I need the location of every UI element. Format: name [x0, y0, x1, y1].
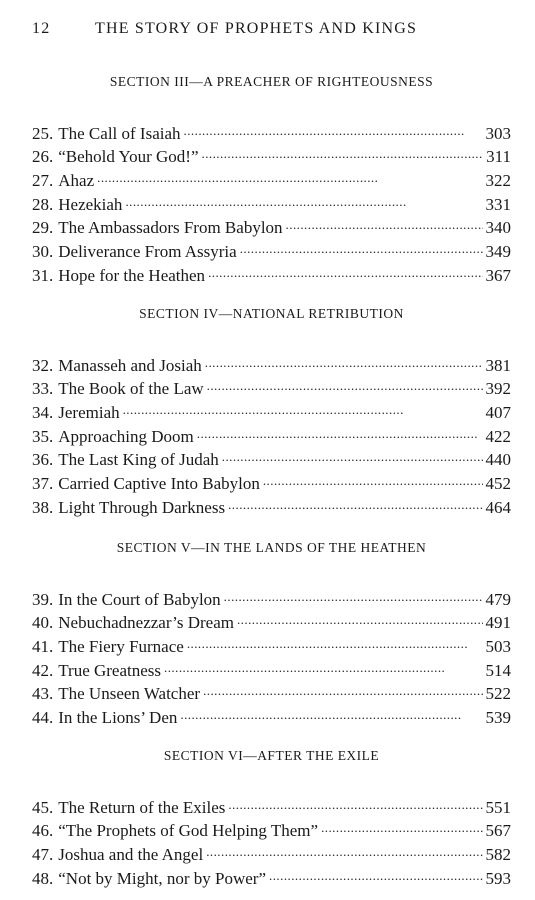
chapter-title: Manasseh and Josiah — [58, 355, 202, 375]
chapter-page: 311 — [486, 147, 511, 167]
chapter-title: The Ambassadors From Babylon — [58, 218, 283, 238]
chapter-number: 39. — [32, 589, 54, 609]
chapter-number: 38. — [32, 497, 54, 517]
chapter-number: 42. — [32, 660, 54, 680]
chapter-number: 36. — [32, 450, 54, 470]
dot-leader — [224, 581, 483, 605]
dot-leader — [187, 628, 483, 652]
dot-leader — [240, 233, 483, 257]
dot-leader — [203, 676, 482, 700]
chapter-title: True Greatness — [58, 660, 162, 680]
chapter-number: 26. — [32, 147, 54, 167]
dot-leader — [208, 257, 482, 281]
section-5 — [32, 538, 511, 728]
chapter-title: The Fiery Furnace — [58, 637, 184, 657]
chapter-page: 407 — [485, 403, 511, 423]
chapter-number: 40. — [32, 613, 54, 633]
chapter-page: 464 — [485, 497, 511, 517]
section-heading: SECTION IV—NATIONAL RETRIBUTION — [139, 306, 404, 321]
dot-leader — [205, 347, 483, 371]
dot-leader — [237, 605, 483, 629]
chapter-number: 30. — [32, 242, 54, 262]
toc-entry — [32, 581, 511, 609]
dot-leader — [207, 371, 483, 395]
chapter-title: The Call of Isaiah — [58, 123, 181, 143]
chapter-page: 522 — [485, 684, 511, 704]
section-heading: SECTION VI—AFTER THE EXILE — [163, 748, 380, 763]
chapter-title: In the Lions’ Den — [58, 708, 178, 728]
chapter-page: 479 — [485, 589, 511, 609]
dot-leader — [97, 162, 482, 186]
chapter-title: Jeremiah — [58, 403, 120, 423]
chapter-title: The Unseen Watcher — [58, 684, 201, 704]
running-title: THE STORY OF PROPHETS AND KINGS — [95, 20, 418, 37]
dot-leader — [222, 442, 483, 466]
chapter-page: 514 — [485, 660, 511, 680]
chapter-title: Approaching Doom — [58, 426, 194, 446]
dot-leader — [202, 139, 484, 163]
dot-leader — [180, 699, 482, 723]
dot-leader — [263, 465, 483, 489]
toc-list — [32, 115, 511, 285]
chapter-number: 45. — [32, 797, 54, 817]
chapter-number: 33. — [32, 379, 54, 399]
chapter-number: 32. — [32, 355, 54, 375]
chapter-title: The Return of the Exiles — [58, 797, 226, 817]
toc-entry — [32, 162, 511, 191]
chapter-title: Deliverance From Assyria — [58, 242, 237, 262]
toc-entry — [32, 186, 511, 214]
chapter-page: 452 — [485, 474, 511, 494]
chapter-number: 31. — [32, 265, 54, 285]
dot-leader — [286, 210, 483, 234]
chapter-page: 539 — [485, 708, 511, 728]
dot-leader — [164, 652, 482, 676]
chapter-page: 367 — [485, 265, 511, 285]
toc-entry — [32, 789, 511, 817]
dot-leader — [321, 813, 482, 837]
dot-leader — [206, 836, 482, 860]
dot-leader — [197, 418, 483, 442]
toc-list — [32, 581, 511, 728]
chapter-page: 381 — [485, 355, 511, 375]
dot-leader — [228, 489, 482, 513]
chapter-page: 491 — [485, 613, 511, 633]
chapter-title: Nebuchadnezzar’s Dream — [58, 613, 234, 633]
chapter-page: 349 — [485, 242, 511, 262]
chapter-page: 422 — [485, 426, 511, 446]
chapter-title: Light Through Darkness — [58, 497, 226, 517]
chapter-title: Hope for the Heathen — [58, 265, 206, 285]
chapter-page: 303 — [485, 123, 511, 143]
chapter-title: “Behold Your God!” — [58, 147, 199, 167]
chapter-page: 322 — [485, 171, 511, 191]
chapter-page: 503 — [485, 637, 511, 657]
chapter-number: 47. — [32, 845, 54, 865]
chapter-title: In the Court of Babylon — [58, 589, 221, 609]
chapter-number: 44. — [32, 708, 54, 728]
toc-list — [32, 789, 511, 888]
chapter-number: 25. — [32, 123, 54, 143]
dot-leader — [228, 789, 482, 813]
chapter-number: 34. — [32, 403, 54, 423]
dot-leader — [125, 186, 482, 210]
chapter-page: 340 — [485, 218, 511, 238]
page-header — [32, 20, 507, 46]
page-number: 12 — [32, 20, 51, 37]
chapter-number: 35. — [32, 426, 54, 446]
chapter-page: 440 — [485, 450, 511, 470]
chapter-title: Hezekiah — [58, 194, 123, 214]
chapter-page: 331 — [485, 194, 511, 214]
chapter-title: Carried Captive Into Babylon — [58, 474, 260, 494]
toc-entry — [32, 115, 511, 143]
chapter-number: 37. — [32, 474, 54, 494]
dot-leader — [184, 115, 483, 139]
section-6 — [32, 746, 511, 888]
chapter-title: The Last King of Judah — [58, 450, 219, 470]
chapter-number: 29. — [32, 218, 54, 238]
chapter-number: 43. — [32, 684, 54, 704]
chapter-title: Ahaz — [58, 171, 95, 191]
chapter-page: 392 — [485, 379, 511, 399]
section-heading: SECTION V—IN THE LANDS OF THE HEATHEN — [116, 540, 427, 555]
chapter-number: 48. — [32, 868, 54, 888]
chapter-number: 27. — [32, 171, 54, 191]
chapter-page: 551 — [485, 797, 511, 817]
dot-leader — [269, 860, 482, 884]
chapter-number: 46. — [32, 821, 54, 841]
chapter-title: Joshua and the Angel — [58, 845, 204, 865]
chapter-page: 593 — [485, 868, 511, 888]
chapter-title: “Not by Might, nor by Power” — [58, 868, 267, 888]
chapter-title: The Book of the Law — [58, 379, 204, 399]
chapter-page: 582 — [485, 845, 511, 865]
section-4 — [32, 304, 511, 517]
toc-list — [32, 347, 511, 517]
toc-entry — [32, 347, 511, 375]
section-heading: SECTION III—A PREACHER OF RIGHTEOUSNESS — [109, 74, 434, 89]
chapter-number: 28. — [32, 194, 54, 214]
chapter-number: 41. — [32, 637, 54, 657]
chapter-title: “The Prophets of God Helping Them” — [58, 821, 319, 841]
chapter-page: 567 — [485, 821, 511, 841]
section-3 — [32, 72, 511, 285]
dot-leader — [123, 394, 483, 418]
